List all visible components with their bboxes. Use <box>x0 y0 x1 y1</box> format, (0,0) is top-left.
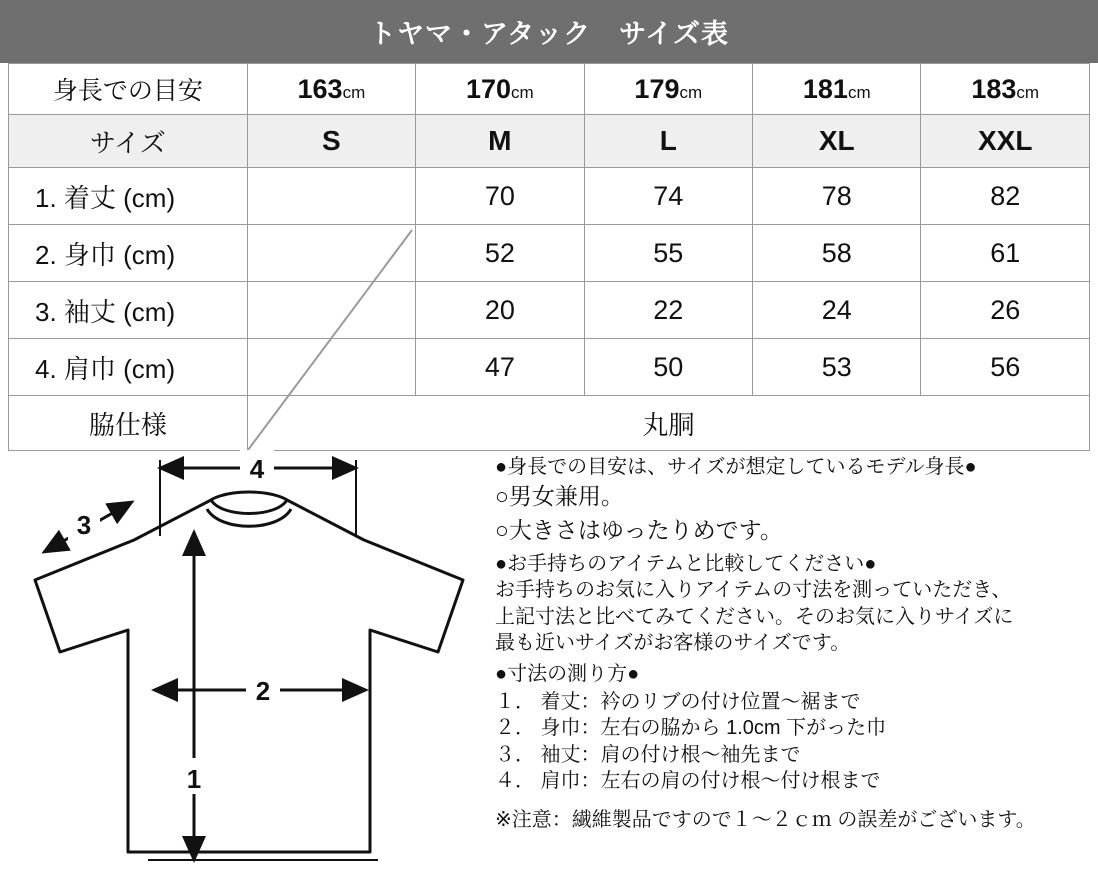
shoulder-cell-m: 47 <box>416 339 584 396</box>
width-cell-l: 55 <box>584 225 752 282</box>
size-table <box>8 63 1090 451</box>
row-label-shoulder: 4. 肩巾 (cm) <box>9 339 248 396</box>
table-row-width <box>9 225 1090 282</box>
shoulder-cell-l: 50 <box>584 339 752 396</box>
height-value-xl: 181 <box>802 73 848 104</box>
diagram-label-1: 1 <box>186 764 202 794</box>
howto-item-1: １． 着丈：衿のリブの付け位置〜裾まで <box>495 691 861 714</box>
spec-value: 丸胴 <box>247 396 1089 451</box>
diagram-label-3: 3 <box>76 510 92 540</box>
length-cell-l: 74 <box>584 168 752 225</box>
width-cell-m: 52 <box>416 225 584 282</box>
height-cell-m <box>416 64 584 115</box>
row-label-spec: 脇仕様 <box>9 396 248 451</box>
height-value-s: 163 <box>297 73 343 104</box>
height-cell-xxl <box>921 64 1090 115</box>
diagram-label-2: 2 <box>255 676 271 706</box>
note-howto-header: ●寸法の測り方● <box>495 662 640 685</box>
howto-item-4: ４． 肩巾：左右の肩の付け根〜付け根まで <box>495 770 881 793</box>
note-model-height: ●身長での目安は、サイズが想定しているモデル身長● <box>495 456 977 478</box>
size-cell-xl: XL <box>753 115 921 168</box>
height-value-m: 170 <box>465 73 512 104</box>
howto-list <box>495 689 1087 795</box>
height-cell-s <box>247 64 415 115</box>
height-cell-xl <box>753 64 921 115</box>
note-compare-line-2: 上記寸法と比べてみてください。そのお気に入りサイズに <box>495 605 1014 628</box>
size-cell-m: M <box>416 115 584 168</box>
unit-cm: cm <box>511 82 534 102</box>
howto-item-3: ３． 袖丈：肩の付け根〜袖先まで <box>495 743 801 766</box>
sleeve-cell-xxl: 26 <box>921 282 1090 339</box>
length-cell-s <box>247 168 415 225</box>
row-label-size: サイズ <box>9 115 248 168</box>
note-compare-header: ●お手持ちのアイテムと比較してください● <box>495 553 877 576</box>
table-row-length <box>9 168 1090 225</box>
howto-item-2: ２． 身巾：左右の脇から 1.0cm 下がった巾 <box>495 717 887 740</box>
size-cell-s: S <box>247 115 415 168</box>
note-compare-line-3: 最も近いサイズがお客様のサイズです。 <box>495 632 851 655</box>
table-row-shoulder <box>9 339 1090 396</box>
page-title <box>0 0 1098 63</box>
shoulder-cell-xxl: 56 <box>921 339 1090 396</box>
note-unisex: ○男女兼用。 <box>495 483 624 510</box>
page-title-text: トヤマ・アタック サイズ表 <box>369 19 729 49</box>
row-label-height: 身長での目安 <box>9 64 248 115</box>
height-value-xxl: 183 <box>971 73 1017 104</box>
length-cell-m: 70 <box>416 168 584 225</box>
size-cell-xxl: XXL <box>921 115 1090 168</box>
table-row-sleeve <box>9 282 1090 339</box>
unit-cm: cm <box>679 82 703 102</box>
width-cell-xl: 58 <box>753 225 921 282</box>
table-row-height <box>9 64 1090 115</box>
sleeve-cell-l: 22 <box>584 282 752 339</box>
table-row-size <box>9 115 1090 168</box>
row-label-width: 2. 身巾 (cm) <box>9 225 248 282</box>
unit-cm: cm <box>847 82 871 102</box>
row-label-length: 1. 着丈 (cm) <box>9 168 248 225</box>
note-caution: ※注意：繊維製品ですので１〜２ｃｍ の誤差がございます。 <box>495 808 1036 831</box>
note-loose-fit: ○大きさはゆったりめです。 <box>495 516 783 543</box>
height-value-l: 179 <box>634 73 680 104</box>
shoulder-cell-xl: 53 <box>753 339 921 396</box>
notes-panel <box>495 448 1087 833</box>
note-compare-line-1: お手持ちのお気に入りアイテムの寸法を測っていただき、 <box>495 579 1012 602</box>
unit-cm: cm <box>1016 82 1040 102</box>
sleeve-cell-s <box>247 282 415 339</box>
length-cell-xl: 78 <box>753 168 921 225</box>
sleeve-cell-m: 20 <box>416 282 584 339</box>
unit-cm: cm <box>342 82 366 102</box>
width-cell-s <box>247 225 415 282</box>
height-cell-l <box>584 64 752 115</box>
sleeve-cell-xl: 24 <box>753 282 921 339</box>
tshirt-measurement-diagram <box>8 440 490 880</box>
diagram-label-4: 4 <box>249 454 265 484</box>
size-cell-l: L <box>584 115 752 168</box>
width-cell-xxl: 61 <box>921 225 1090 282</box>
length-cell-xxl: 82 <box>921 168 1090 225</box>
shoulder-cell-s <box>247 339 415 396</box>
row-label-sleeve: 3. 袖丈 (cm) <box>9 282 248 339</box>
